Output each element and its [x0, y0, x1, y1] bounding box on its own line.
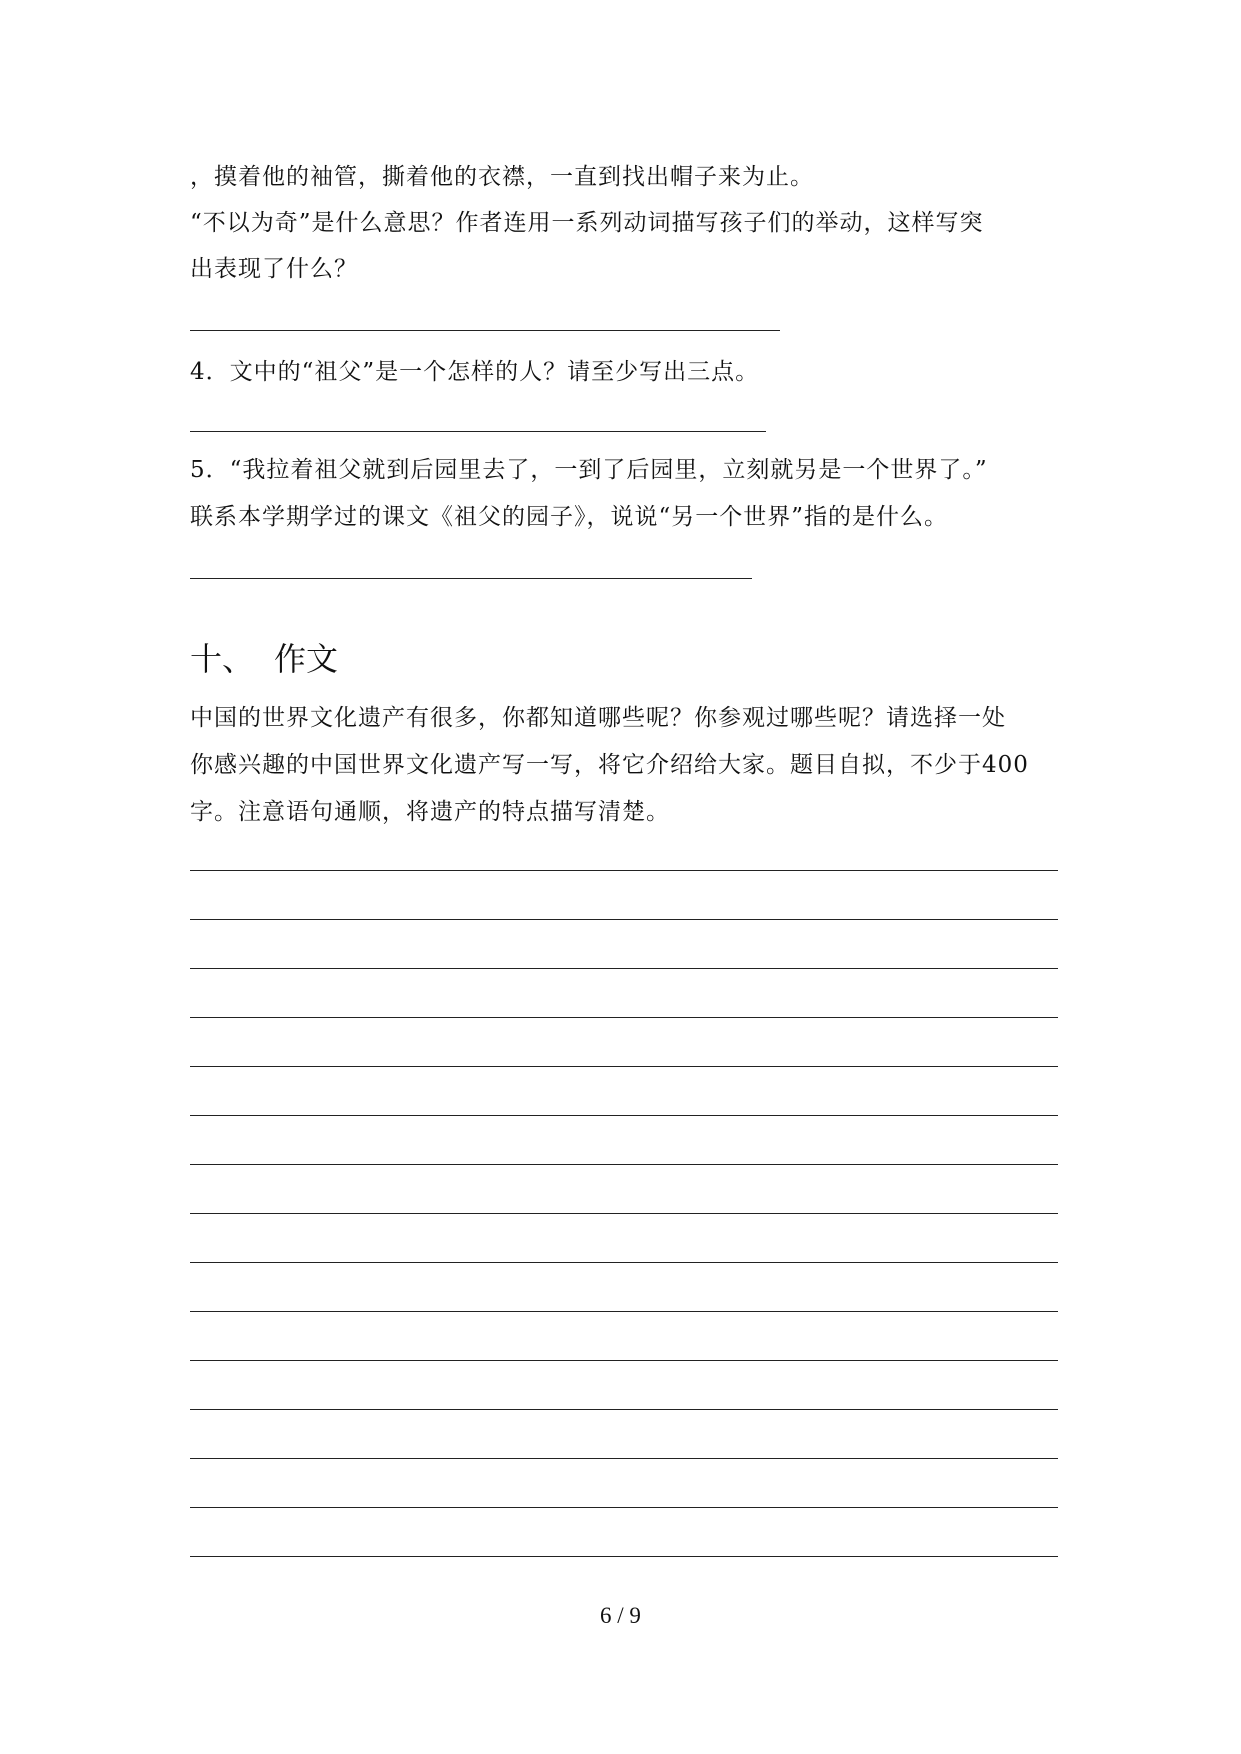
- q5-line-1: 5．“我拉着祖父就到后园里去了，一到了后园里，立刻就另是一个世界了。”: [190, 457, 988, 483]
- q5-answer-line[interactable]: [190, 578, 752, 579]
- q4-answer-line[interactable]: [190, 431, 766, 432]
- composition-prompt-line-1: 中国的世界文化遗产有很多，你都知道哪些呢？你参观过哪些呢？请选择一处: [190, 705, 1006, 731]
- writing-line[interactable]: [190, 1360, 1058, 1361]
- writing-line[interactable]: [190, 1556, 1058, 1557]
- writing-line[interactable]: [190, 1213, 1058, 1214]
- writing-line[interactable]: [190, 1262, 1058, 1263]
- composition-prompt-line-2: 你感兴趣的中国世界文化遗产写一写，将它介绍给大家。题目自拟，不少于400: [190, 752, 1029, 778]
- writing-line[interactable]: [190, 968, 1058, 969]
- q3-line-1: ，摸着他的袖管，撕着他的衣襟，一直到找出帽子来为止。: [190, 164, 814, 190]
- writing-line[interactable]: [190, 1017, 1058, 1018]
- writing-line[interactable]: [190, 1066, 1058, 1067]
- writing-line[interactable]: [190, 1507, 1058, 1508]
- section-heading: [190, 639, 338, 679]
- page-number: 6 / 9: [600, 1603, 641, 1628]
- section-title: 作文: [274, 640, 339, 678]
- writing-line[interactable]: [190, 1458, 1058, 1459]
- q4-text: 4．文中的“祖父”是一个怎样的人？请至少写出三点。: [190, 359, 760, 385]
- writing-line[interactable]: [190, 870, 1058, 871]
- composition-prompt-line-3: 字。注意语句通顺，将遗产的特点描写清楚。: [190, 799, 670, 825]
- q3-answer-line[interactable]: [190, 330, 780, 331]
- writing-line[interactable]: [190, 1311, 1058, 1312]
- writing-line[interactable]: [190, 1409, 1058, 1410]
- writing-line[interactable]: [190, 919, 1058, 920]
- q3-line-3: 出表现了什么？: [190, 256, 358, 282]
- q5-line-2: 联系本学期学过的课文《祖父的园子》，说说“另一个世界”指的是什么。: [190, 504, 949, 530]
- writing-line[interactable]: [190, 1115, 1058, 1116]
- section-number: 十、: [190, 640, 255, 678]
- q3-line-2: “不以为奇”是什么意思？作者连用一系列动词描写孩子们的举动，这样写突: [190, 210, 984, 236]
- writing-line[interactable]: [190, 1164, 1058, 1165]
